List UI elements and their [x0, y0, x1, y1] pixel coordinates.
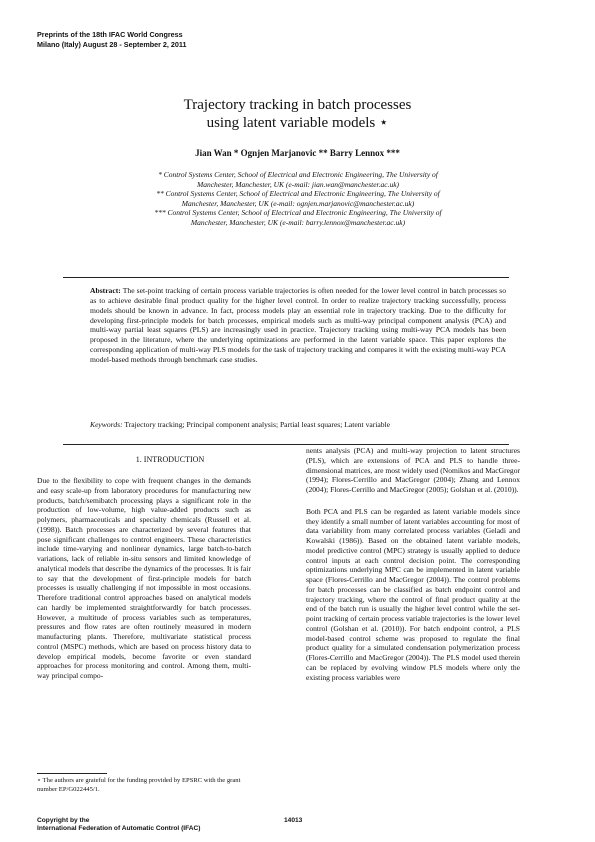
- affiliations: [140, 170, 456, 228]
- conference-dates: Milano (Italy) August 28 - September 2, 2011: [37, 39, 187, 49]
- left-column: [37, 476, 251, 681]
- title-line-2: using latent variable models: [206, 115, 376, 131]
- affiliation-3: *** Control Systems Center, School of Electrical and Electronic Engineering, The University of Manchester, Manchester, UK (e-mail: barry.lennox@manchester.ac.uk): [154, 208, 442, 227]
- intro-paragraph-2: nents analysis (PCA) and multi-way projection to latent structures (PLS), which are extensions of PCA and PLS to handle three-dimensional matrices, are most widely used (Nomikos and MacGregor (1994); Flores-Cerrillo and MacGregor (2004); Zhang and Lennox (2004); Flores-Cerrillo and MacGregor (2005); Golshan et al. (2010)).: [306, 446, 520, 494]
- right-column: [306, 446, 520, 682]
- abstract-top-rule: [63, 277, 509, 278]
- affiliation-1: * Control Systems Center, School of Electrical and Electronic Engineering, The University of Manchester, Manchester, UK (e-mail: jian.wan@manchester.ac.uk): [158, 170, 438, 189]
- copyright-footer: [37, 817, 201, 834]
- footnote-rule: [37, 773, 107, 774]
- abstract-label: Abstract:: [90, 286, 121, 295]
- footnote: ⋆ The authors are grateful for the funding provided by EPSRC with the grant number EP/G022445/1.: [37, 777, 241, 793]
- title-footnote-mark: ⋆: [379, 115, 389, 131]
- intro-paragraph-3: Both PCA and PLS can be regarded as latent variable models since they identify a small number of latent variables accounting for most of data variability from many correlated process variables (Geladi and Kowalski (1986)). Based on the obtained latent variable models, model predictive control (MPC) strategy is usually applied to deduce control inputs at each control decision point. The corresponding optimizations underlying MPC can be implemented in latent variable space (Flores-Cerrillo and MacGregor (2004)). The control problems for batch processes can be classified as batch endpoint control and trajectory tracking, where the control of final product quality at the end of the batch run is usually the higher level control while the set-point tracking of certain process variable trajectories is the lower level control (Golshan et al. (2010)). For batch endpoint control, a PLS model-based control scheme was proposed to regulate the final product quality for a simulated condensation polymerization process (Flores-Cerrillo and MacGregor (2004)). The PLS model used therein can be replaced by evolving window PLS models where only the existing process variables were: [306, 506, 520, 682]
- keywords-label: Keywords:: [90, 420, 123, 429]
- copyright-line-1: Copyright by the: [37, 817, 90, 824]
- section-heading: 1. INTRODUCTION: [135, 455, 205, 464]
- conference-header: [37, 30, 187, 49]
- affiliation-2: ** Control Systems Center, School of Electrical and Electronic Engineering, The University of Manchester, Manchester, UK (e-mail: ognjen.marjanovic@manchester.ac.uk): [156, 189, 440, 208]
- keywords: [90, 420, 506, 430]
- page-number: 14013: [284, 817, 303, 824]
- conference-name: Preprints of the 18th IFAC World Congress: [37, 30, 183, 39]
- paper-title: [0, 96, 595, 132]
- abstract: [90, 286, 506, 365]
- abstract-text: The set-point tracking of certain process variable trajectories is often needed for the lower level control in batch processes so as to achieve desirable final product quality for the higher level control. In order to realize trajectory tracking successfully, process models should be known in advance. In fact, process models play an essential role in trajectory tracking. Due to the difficulty for developing first-principle models for batch processes, empirical models such as multi-way principal component analysis (PCA) and multi-way partial least squares (PLS) are increasingly used in practice. Trajectory tracking using multi-way PCA models has been proposed in the literature, where the underlying optimizations are performed in the latent variable space. This paper explores the corresponding application of multi-way PLS models for the task of trajectory tracking and compares it with the existing multi-way PCA model-based methods through benchmark case studies.: [90, 286, 506, 364]
- abstract-bottom-rule: [63, 444, 509, 445]
- title-line-1: Trajectory tracking in batch processes: [183, 97, 412, 113]
- authors: Jian Wan * Ognjen Marjanovic ** Barry Lennox ***: [195, 148, 400, 158]
- intro-paragraph-1: Due to the flexibility to cope with frequent changes in the demands and easy scale-up from laboratory procedures for manufacturing new products, batch/semibatch processing plays a significant role in the production of low-volume, high value-added products such as polymers, pharmaceuticals and specialty chemicals (Russell et al. (1998)). Batch processes are characterized by several features that pose significant challenges to control engineers. These characteristics include time-varying and nonlinear dynamics, large batch-to-batch variations, lack of reliable in-situ sensors and limited knowledge of analytical models that describe the dynamics of the processes. It is fair to say that the development of first-principle models for batch processes is usually challenging if not impossible in most occasions. Therefore traditional control approaches based on analytical models can hardly be implemented straightforwardly for batch processes. However, a multitude of process variables such as temperatures, pressures and flow rates are often routinely measured in modern manufacturing plants. Therefore, multivariate statistical process control (MSPC) methods, which are based on process history data to develop empirical models, become favorite or even standard approaches for process monitoring and control. Among them, multi-way principal compo-: [37, 476, 251, 680]
- copyright-line-2: International Federation of Automatic Control (IFAC): [37, 825, 201, 833]
- keywords-text: Trajectory tracking; Principal component analysis; Partial least squares; Latent variable: [124, 420, 391, 429]
